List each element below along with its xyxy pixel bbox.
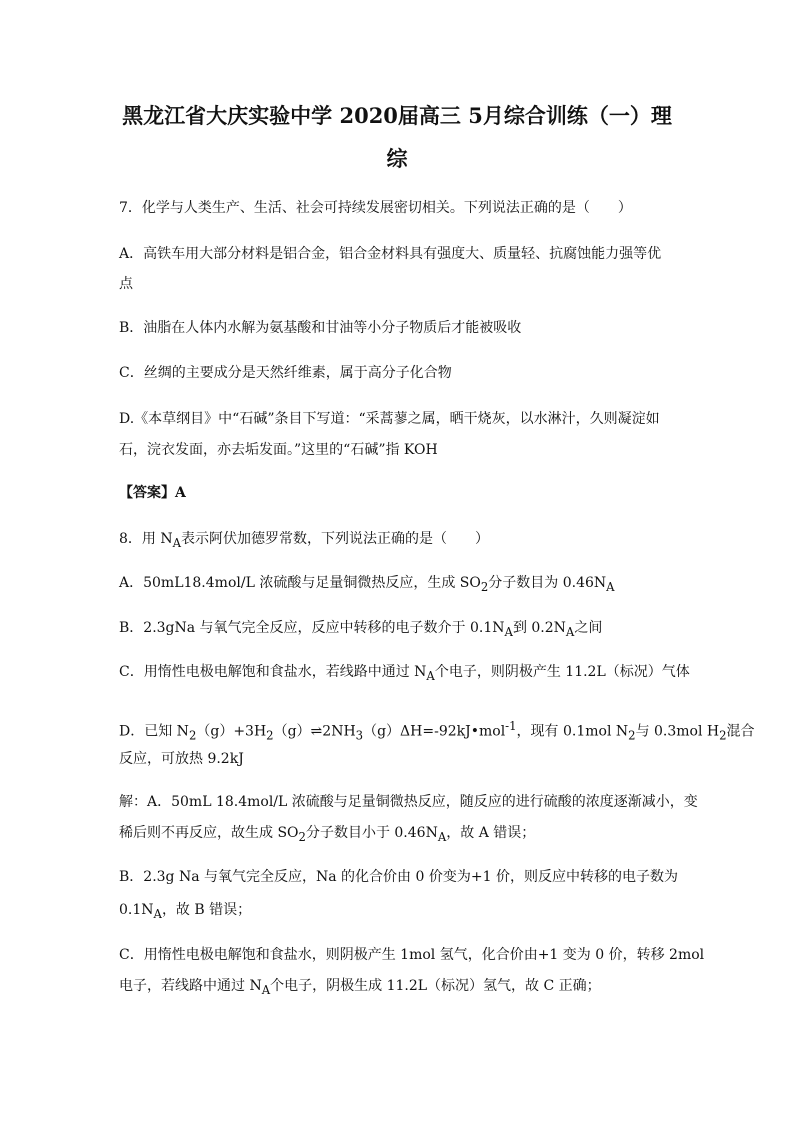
question-7-option-a-line2: 点 [119,276,133,292]
question-7-option-b: B．油脂在人体内水解为氨基酸和甘油等小分子物质后才能被吸收 [119,320,522,336]
solution-line-6: 电子，若线路中通过 $N_A$个电子，阴极生成 11.2L（标况）氢气，故 C 正确； [119,978,601,997]
solution-line-1: 解：A．50mL 18.4mol/L 浓硫酸与足量铜微热反应，随反应的进行硫酸的浓度逐渐减小，变 [119,794,698,810]
solution-line-2: 稀后则不再反应，故生成 $SO_2$分子数目小于 $0.46N_A$，故 A 错误； [119,825,536,844]
question-8-option-c: C．用惰性电极电解饱和食盐水，若线路中通过 $N_A$个电子，则阴极产生 11.2L（标况）气体 [119,664,690,683]
question-8-option-d-line1: D．已知 $N_2(g)+3H_2(g)\rightleftharpoons 2NH_3(g)\Delta H=-92kJ•mol^{-1}$，现有 0.1mol $N_2$与 0.3mol $H_2$混合 [119,719,755,743]
question-7-answer: 【答案】A [119,485,186,501]
question-7-option-c: C．丝绸的主要成分是天然纤维素，属于高分子化合物 [119,365,452,381]
question-8-stem: 8．用 $N_A$表示阿伏加德罗常数，下列说法正确的是（ ） [119,531,490,550]
question-7-option-d-line1: D.《本草纲目》中“石碱”条目下写道：“采蒿蓼之属，晒干烧灰，以水淋汁，久则凝淀如 [119,411,660,427]
solution-line-3: B．2.3g Na 与氧气完全反应，Na 的化合价由 0 价变为+1 价，则反应中转移的电子数为 [119,869,678,885]
question-7-stem: 7．化学与人类生产、生活、社会可持续发展密切相关。下列说法正确的是（ ） [119,200,632,216]
solution-line-5: C．用惰性电极电解饱和食盐水，则阴极产生 1mol 氢气，化合价由+1 变为 0 价，转移 2mol [119,947,705,963]
question-8-option-b: B．2.3gNa 与氧气完全反应，反应中转移的电子数介于 $0.1N_A$到 $0.2N_A$之间 [119,620,603,639]
document-title-line2: 综 [386,146,408,171]
question-8-option-d-line2: 反应，可放热 9.2kJ [119,751,244,767]
question-8-option-a: A．50mL18.4mol/L 浓硫酸与足量铜微热反应，生成 $SO_2$分子数目为 $0.46N_A$ [119,575,615,594]
question-7-option-d-line2: 石，浣衣发面，亦去垢发面。”这里的“石碱”指 KOH [119,442,438,458]
document-title-line1: 黑龙江省大庆实验中学 2020届高三 5月综合训练（一）理 [122,103,672,128]
question-7-option-a-line1: A．高铁车用大部分材料是铝合金，铝合金材料具有强度大、质量轻、抗腐蚀能力强等优 [119,246,662,262]
solution-line-4: $0.1N_A$，故 B 错误； [119,902,252,921]
